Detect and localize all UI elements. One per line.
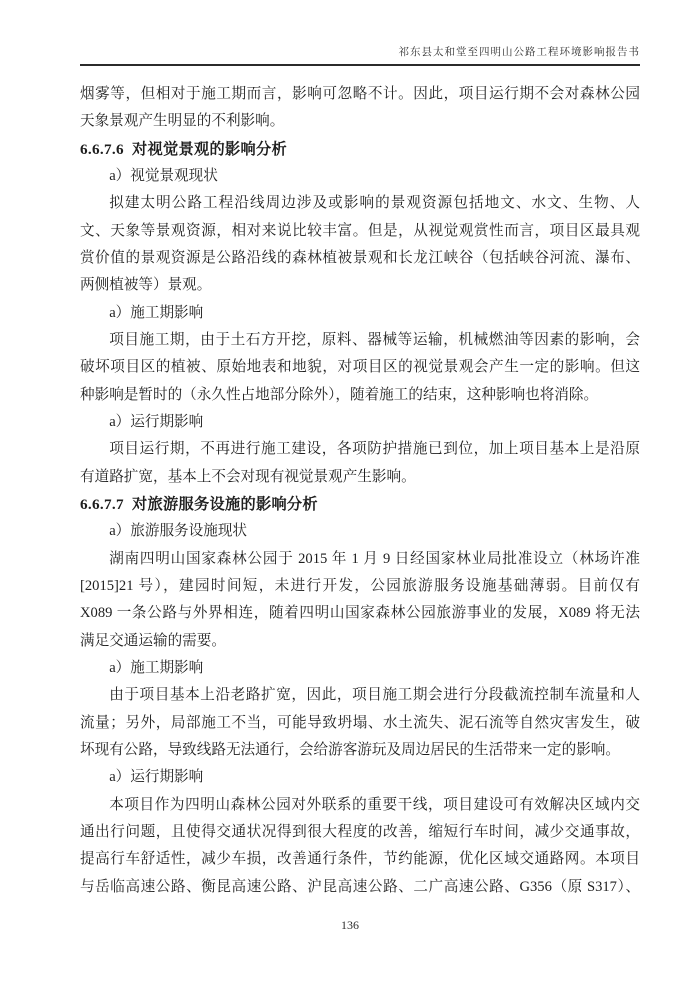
list-label (80, 764, 640, 791)
text-line: 项目施工期，由于土石方开挖，原料、器械等运输，机械燃油等因素的影响，会 (109, 331, 640, 348)
text-line: 文、天象等景观资源，相对来说比较丰富。但是，从视觉观赏性而言，项目区最具观 (80, 222, 640, 239)
paragraph (80, 546, 640, 655)
text-line: 湖南四明山国家森林公园于 2015 年 1 月 9 日经国家林业局批准设立（林场许准 (109, 550, 640, 567)
paragraph (80, 792, 640, 901)
text-line: 通出行问题，且使得交通状况得到很大程度的改善，缩短行车时间，减少交通事故， (80, 823, 640, 840)
text-line: X089 一条公路与外界相连，随着四明山国家森林公园旅游事业的发展，X089 将无法 (80, 605, 640, 622)
text-line: 有道路扩宽，基本上不会对现有视觉景观产生影响。 (80, 468, 416, 485)
text-line: a）施工期影响 (109, 659, 204, 676)
text-line: 本项目作为四明山森林公园对外联系的重要干线，项目建设可有效解决区域内交 (109, 796, 640, 813)
text-line: 天象景观产生明显的不利影响。 (80, 113, 285, 130)
document-body (80, 81, 640, 901)
text-line: 种影响是暂时的（永久性占地部分除外），随着施工的结束，这种影响也将消除。 (80, 386, 599, 403)
text-line: a）施工期影响 (109, 304, 204, 321)
paragraph (80, 327, 640, 409)
text-line: 项目运行期，不再进行施工建设，各项防护措施已到位，加上项目基本上是沿原 (109, 441, 640, 458)
text-line: a）旅游服务设施现状 (109, 523, 248, 540)
paragraph (80, 436, 640, 491)
text-line: 与岳临高速公路、衡昆高速公路、沪昆高速公路、二广高速公路、G356（原 S317）、 (80, 878, 640, 895)
text-line: a）运行期影响 (109, 413, 204, 430)
list-label (80, 655, 640, 682)
text-line: a）运行期影响 (109, 769, 204, 786)
list-label (80, 409, 640, 436)
list-label (80, 163, 640, 190)
report-title: 祁东县太和堂至四明山公路工程环境影响报告书 (398, 47, 640, 58)
paragraph (80, 190, 640, 299)
text-line: 提高行车舒适性，减少车损，改善通行条件，节约能源，优化区域交通路网。本项目 (80, 851, 640, 868)
text-line: 6.6.7.6 对视觉景观的影响分析 (80, 140, 287, 158)
text-line: [2015]21 号），建园时间短，未进行开发，公园旅游服务设施基础薄弱。目前仅有 (80, 577, 640, 594)
text-line: a）视觉景观现状 (109, 167, 218, 184)
page-footer (0, 918, 700, 933)
text-line: 拟建太明公路工程沿线周边涉及或影响的景观资源包括地文、水文、生物、人 (109, 195, 640, 212)
text-line: 由于项目基本上沿老路扩宽，因此，项目施工期会进行分段截流控制车流量和人 (109, 687, 640, 704)
text-line: 坏现有公路，导致线路无法通行，会给游客游玩及周边居民的生活带来一定的影响。 (80, 741, 620, 758)
text-line: 破坏项目区的植被、原始地表和地貌，对项目区的视觉景观会产生一定的影响。但这 (80, 359, 640, 376)
page-header (80, 44, 640, 66)
text-line: 两侧植被等）景观。 (80, 277, 212, 294)
section-heading (80, 491, 640, 518)
page-number: 136 (341, 918, 359, 932)
paragraph (80, 81, 640, 136)
text-line: 赏价值的景观资源是公路沿线的森林植被景观和长龙江峡谷（包括峡谷河流、瀑布、 (80, 249, 640, 266)
list-label (80, 300, 640, 327)
section-heading (80, 136, 640, 163)
paragraph (80, 682, 640, 764)
text-line: 6.6.7.7 对旅游服务设施的影响分析 (80, 495, 318, 513)
text-line: 满足交通运输的需要。 (80, 632, 226, 649)
text-line: 烟雾等，但相对于施工期而言，影响可忽略不计。因此，项目运行期不会对森林公园 (80, 86, 640, 102)
list-label (80, 518, 640, 545)
text-line: 流量；另外，局部施工不当，可能导致坍塌、水土流失、泥石流等自然灾害发生，破 (80, 714, 640, 731)
